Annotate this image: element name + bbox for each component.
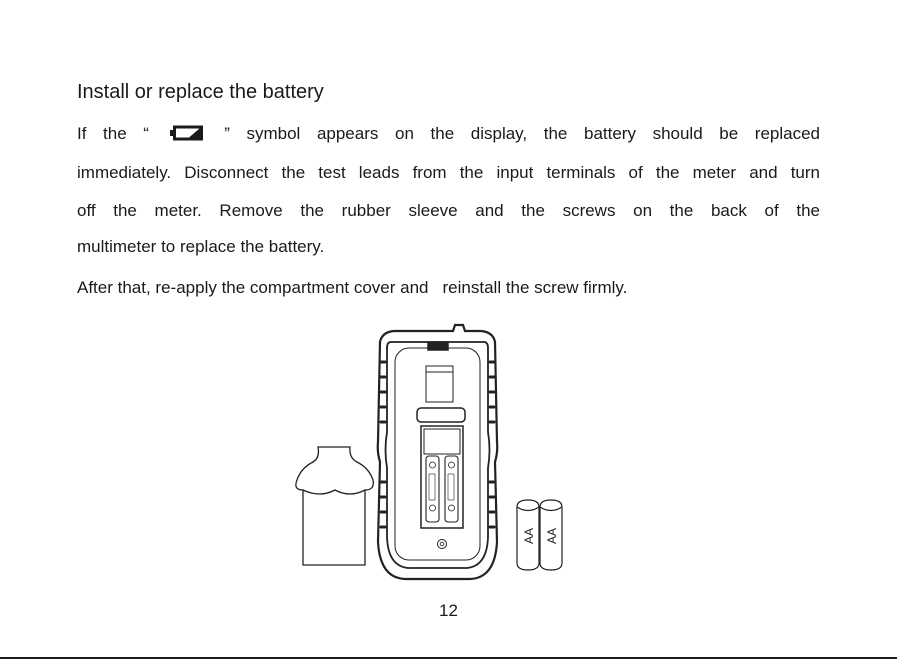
multimeter-back-drawing <box>378 325 498 579</box>
line5-part2: reinstall the screw firmly. <box>442 278 628 297</box>
page-number: 12 <box>439 601 458 620</box>
paragraph-line-2: immediately. Disconnect the test leads from the input terminals of the meter and turn <box>77 163 820 182</box>
paragraph-line-1 <box>77 124 820 146</box>
battery-replacement-illustration <box>295 322 585 584</box>
line1-before: If the “ <box>77 124 149 143</box>
rubber-sleeve-drawing <box>296 447 373 565</box>
paragraph-line-5 <box>77 278 820 298</box>
line5-part1: After that, re-apply the compartment cover and <box>77 278 429 297</box>
paragraph-line-3: off the meter. Remove the rubber sleeve and the screws on the back of the <box>77 201 820 220</box>
line1-after: ” symbol appears on the display, the battery should be replaced <box>224 124 821 143</box>
low-battery-icon <box>170 125 204 146</box>
section-heading: Install or replace the battery <box>77 81 324 103</box>
battery-label-1: AA <box>522 527 536 545</box>
battery-label-2: AA <box>545 527 559 545</box>
paragraph-line-4: multimeter to replace the battery. <box>77 237 325 256</box>
bottom-rule <box>0 657 897 659</box>
